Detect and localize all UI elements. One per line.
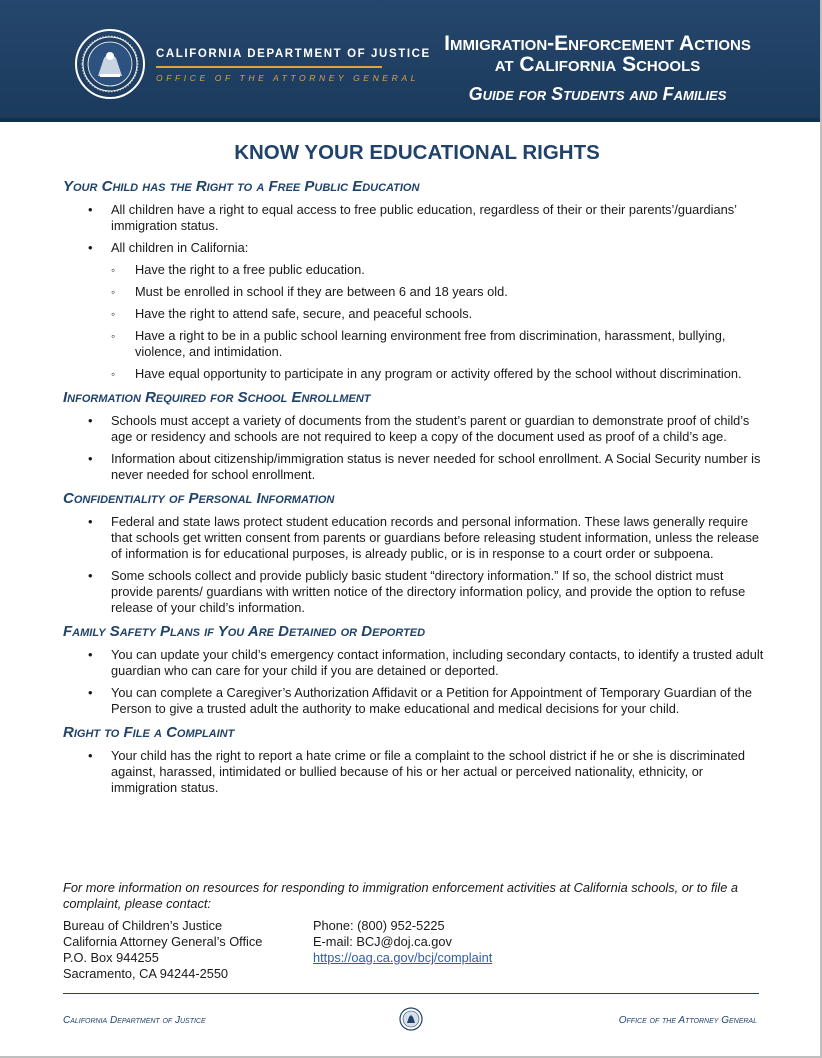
footer-divider: [63, 993, 759, 994]
list-item: • Schools must accept a variety of documents from the student’s parent or guardian to demonstrate proof of child’s age or residency and schools are not required to keep a copy of the document used as proof of a child’s age.: [63, 413, 768, 445]
page-title: KNOW YOUR EDUCATIONAL RIGHTS: [234, 141, 600, 164]
sub-bullet-list: [111, 262, 768, 382]
header-banner: [0, 0, 820, 122]
contact-intro: For more information on resources for responding to immigration enforcement activities at California schools, or to file a complaint, please contact:: [63, 880, 738, 911]
list-item: • You can update your child’s emergency contact information, including secondary contacts, to identify a trusted adult guardian who can care for your child if you are detained or deported.: [63, 647, 768, 679]
contact-details: [313, 918, 633, 966]
section-heading-enrollment: Information Required for School Enrollment: [63, 389, 371, 406]
header-title-line2: at California Schools: [494, 53, 701, 76]
list-item: • All children have a right to equal access to free public education, regardless of their or their parents’/guardians’ immigration status.: [63, 202, 768, 234]
department-name: CALIFORNIA DEPARTMENT OF JUSTICE: [156, 48, 431, 60]
sub-list-item: ◦ Have the right to attend safe, secure, and peaceful schools.: [111, 306, 768, 322]
sub-list-item: ◦ Have equal opportunity to participate in any program or activity offered by the school without discrimination.: [111, 366, 768, 382]
section-heading-free-education: Your Child has the Right to a Free Public Education: [63, 178, 420, 195]
header-divider: [156, 66, 382, 68]
list-item: [63, 240, 768, 382]
sub-list-item: ◦ Must be enrolled in school if they are between 6 and 18 years old.: [111, 284, 768, 300]
doj-seal-icon: [74, 28, 146, 100]
section-heading-family-safety: Family Safety Plans if You Are Detained or Deported: [63, 623, 426, 640]
mailing-address: [63, 918, 303, 982]
email-address: E-mail: BCJ@doj.ca.gov: [313, 934, 452, 949]
phone-number: Phone: (800) 952-5225: [313, 918, 445, 933]
footer-office: Office of the Attorney General: [618, 1015, 757, 1026]
address-line: P.O. Box 944255: [63, 950, 159, 965]
address-line: Sacramento, CA 94244-2550: [63, 966, 229, 981]
list-item-text: All children in California:: [111, 240, 249, 255]
complaint-link[interactable]: https://oag.ca.gov/bcj/complaint: [313, 950, 493, 965]
section-heading-confidentiality: Confidentiality of Personal Information: [63, 490, 335, 507]
list-item: • Some schools collect and provide publicly basic student “directory information.” If so, the school district must provide parents/ guardians with written notice of the directory information policy, and provide the option to refuse release of your child’s information.: [63, 568, 768, 616]
list-item: • Information about citizenship/immigration status is never needed for school enrollment. A Social Security number is never needed for school enrollment.: [63, 451, 768, 483]
list-item: • Federal and state laws protect student education records and personal information. These laws generally require that schools get written consent from parents or guardians before releasing student information, unless the release of information is for educational purposes, is already public, or is in response to a court order or subpoena.: [63, 514, 768, 562]
rights-content: [63, 178, 768, 802]
list-item: • You can complete a Caregiver’s Authorization Affidavit or a Petition for Appointment of Temporary Guardian of the Person to give a trusted adult the authority to make educational and medical decisions for your child.: [63, 685, 768, 717]
bullet-list: [63, 647, 768, 717]
sub-list-item: ◦ Have the right to a free public education.: [111, 262, 768, 278]
header-subtitle: Guide for Students and Families: [468, 84, 727, 104]
list-item: • Your child has the right to report a hate crime or file a complaint to the school district if he or she is discriminated against, harassed, intimidated or bullied because of his or her actual or perceived nationality, ethnicity, or immigration status.: [63, 748, 768, 796]
office-name: OFFICE OF THE ATTORNEY GENERAL: [156, 73, 419, 83]
bullet-list: [63, 413, 768, 483]
address-line: Bureau of Children’s Justice: [63, 918, 223, 933]
footer-department: California Department of Justice: [63, 1015, 206, 1026]
bullet-list: [63, 202, 768, 382]
footer-seal-icon: [399, 1007, 423, 1031]
address-line: California Attorney General’s Office: [63, 934, 263, 949]
header-title-line1: Immigration-Enforcement Actions: [444, 32, 751, 55]
bullet-list: [63, 748, 768, 796]
sub-list-item: ◦ Have a right to be in a public school learning environment free from discrimination, harassment, bullying, violence, and intimidation.: [111, 328, 768, 360]
section-heading-complaint: Right to File a Complaint: [63, 724, 235, 741]
bullet-list: [63, 514, 768, 616]
